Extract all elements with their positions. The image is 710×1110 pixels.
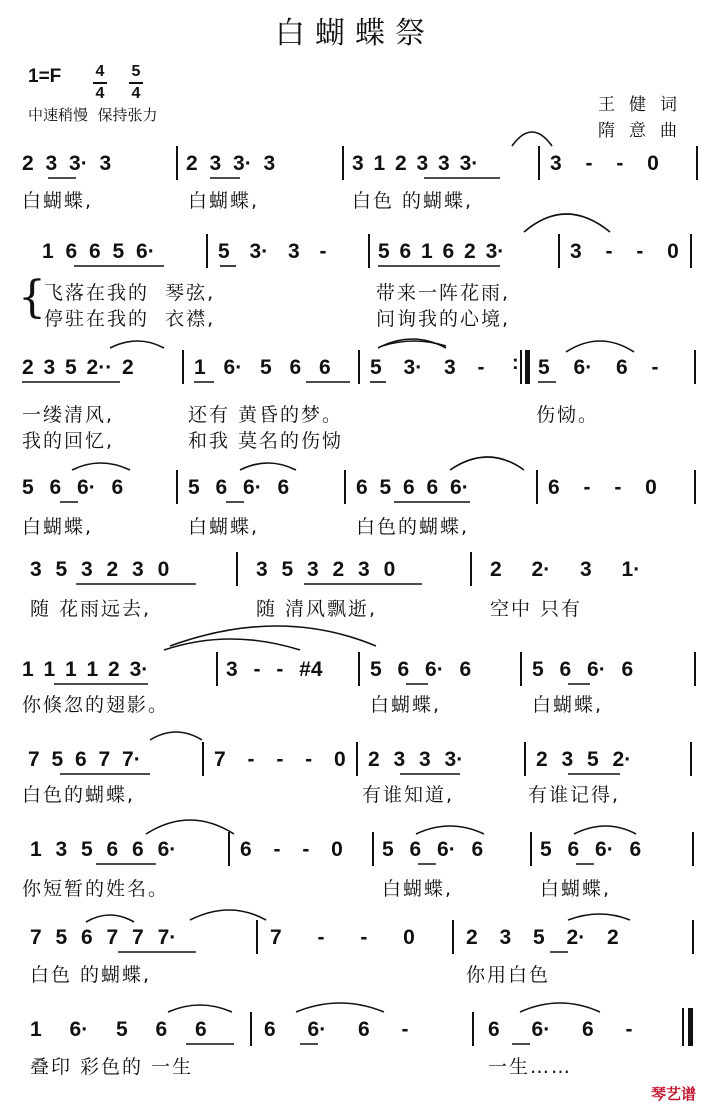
lyric-r5-b: 随 清风飘逝, — [256, 598, 378, 620]
lyric-r5-c: 空中 只有 — [490, 598, 583, 620]
lyric-r2-v1-b: 带来一阵花雨, — [376, 282, 511, 304]
notes-r8-m2: 6 - - 0 — [240, 838, 343, 861]
notes-r1-m2: 2 3 3· 3 — [186, 152, 276, 175]
notes-r10-m2: 6 6· 6 - — [264, 1018, 409, 1041]
lyric-r6-b: 白蝴蝶, — [370, 694, 442, 716]
notes-r6-m2: 3 - - #4 — [226, 658, 323, 681]
lyric-r3-v2-b: 和我 莫名的伤恸 — [188, 430, 344, 452]
time-sig-denominator: 4 — [131, 85, 141, 102]
lyric-r3-v1-a: 一缕清风, — [22, 404, 115, 426]
lyric-r3-v1-c: 伤恸。 — [536, 404, 600, 426]
slur — [520, 1003, 600, 1012]
lyric-r7-b: 有谁知道, — [362, 784, 455, 806]
slur — [150, 732, 202, 740]
notes-r2-m2: 5 3· 3 - — [218, 240, 327, 263]
lyric-r2-v2-a: 停驻在我的 衣襟, — [44, 308, 216, 330]
lyric-r5-a: 随 花雨远去, — [30, 598, 152, 620]
notes-r4-m4: 6 - - 0 — [548, 476, 657, 499]
notes-r3-m1: 2 3 5 2·· 2 — [22, 356, 134, 379]
slur — [86, 915, 134, 922]
notes-r8-m1: 1 3 5 6 6 6· — [30, 838, 177, 861]
lyric-r2-v1-a: 飞落在我的 琴弦, — [44, 282, 216, 304]
lyric-r7-a: 白色的蝴蝶, — [22, 784, 136, 806]
notes-r5-m3: 2 2· 3 1· — [490, 558, 641, 581]
time-sig-numerator: 4 — [95, 63, 105, 80]
time-sig-denominator: 4 — [95, 85, 105, 102]
watermark-logo: 琴艺谱 — [650, 1085, 696, 1103]
slur — [512, 132, 552, 146]
slur — [524, 214, 610, 232]
lyric-r3-v2-a: 我的回忆, — [22, 430, 115, 452]
notes-r5-m2: 3 5 3 2 3 0 — [256, 558, 396, 581]
notes-r7-m4: 2 3 5 2· — [536, 748, 632, 771]
slur — [568, 914, 630, 920]
notes-r3-m3: 5 3· 3 - — [370, 356, 485, 379]
notes-r2-m4: 3 - - 0 — [570, 240, 679, 263]
slur — [566, 341, 634, 352]
lyric-r7-c: 有谁记得, — [528, 784, 621, 806]
notes-r6-m1: 1 1 1 1 2 3· — [22, 658, 149, 681]
notes-r2-m1: 1 6 6 5 6· — [42, 240, 155, 263]
slur — [450, 457, 524, 470]
notes-r10-m3: 6 6· 6 - — [488, 1018, 633, 1041]
slur — [168, 1005, 232, 1012]
slur — [240, 463, 296, 470]
notes-r1-m3: 3 1 2 3 3 3· — [352, 152, 479, 175]
lyric-r8-b: 白蝴蝶, — [382, 878, 454, 900]
lyric-r6-a: 你倏忽的翅影。 — [22, 694, 170, 716]
song-title: 白蝴蝶祭 — [275, 16, 435, 51]
lyric-r4-a: 白蝴蝶, — [22, 516, 94, 538]
notes-r2-m3: 5 6 1 6 2 3· — [378, 240, 505, 263]
lyric-r9-a: 白色 的蝴蝶, — [30, 964, 152, 986]
slur — [574, 826, 636, 834]
slur — [190, 910, 266, 920]
notes-r8-m4: 5 6 6· 6 — [540, 838, 642, 861]
lyric-r4-c: 白色的蝴蝶, — [356, 516, 470, 538]
slur — [296, 1003, 384, 1012]
notes-r4-m1: 5 6 6· 6 — [22, 476, 124, 499]
lyric-r4-b: 白蝴蝶, — [188, 516, 260, 538]
tempo-marking: 中速稍慢 保持张力 — [28, 106, 158, 124]
notes-r9-m3: 2 3 5 2· 2 — [466, 926, 619, 949]
key-signature: 1=F — [28, 66, 62, 87]
composer-credit: 隋意曲 — [598, 121, 691, 141]
slur — [146, 820, 234, 834]
lyricist-credit: 王健词 — [598, 95, 691, 115]
lyric-r3-v1-b: 还有 黄昏的梦。 — [188, 404, 344, 426]
notes-r4-m2: 5 6 6· 6 — [188, 476, 290, 499]
lyric-r1-c: 白色 的蝴蝶, — [352, 190, 474, 212]
lyric-r1-b: 白蝴蝶, — [188, 190, 260, 212]
verse-brace: { — [18, 272, 46, 323]
slur — [72, 463, 130, 470]
lyric-r2-v2-b: 问询我的心境, — [376, 308, 511, 330]
notes-r1-m1: 2 3 3· 3 — [22, 152, 112, 175]
notes-r6-m4: 5 6 6· 6 — [532, 658, 634, 681]
lyric-r9-b: 你用白色 — [466, 964, 551, 986]
notes-r9-m1: 7 5 6 7 7 7· — [30, 926, 177, 949]
lyric-r8-a: 你短暂的姓名。 — [22, 878, 170, 900]
lyric-r6-c: 白蝴蝶, — [532, 694, 604, 716]
repeat-sign: : — [512, 352, 519, 374]
notes-r3-m2: 1 6· 5 6 6 — [194, 356, 331, 379]
notes-r7-m1: 7 5 6 7 7· — [28, 748, 141, 771]
notes-r6-m3: 5 6 6· 6 — [370, 658, 472, 681]
notes-r3-m4: 5 6· 6 - — [538, 356, 659, 379]
notes-r10-m1: 1 6· 5 6 6 — [30, 1018, 207, 1041]
notes-r5-m1: 3 5 3 2 3 0 — [30, 558, 170, 581]
notes-r1-m4: 3 - - 0 — [550, 152, 659, 175]
notes-r8-m3: 5 6 6· 6 — [382, 838, 484, 861]
slur — [416, 826, 484, 834]
lyric-r10-b: 一生…… — [488, 1056, 573, 1078]
lyric-r10-a: 叠印 彩色的 一生 — [30, 1056, 194, 1078]
notes-r9-m2: 7 - - 0 — [270, 926, 415, 949]
notes-r7-m2: 7 - - - 0 — [214, 748, 346, 771]
lyric-r8-c: 白蝴蝶, — [540, 878, 612, 900]
notes-r4-m3: 6 5 6 6 6· — [356, 476, 469, 499]
notes-r7-m3: 2 3 3 3· — [368, 748, 464, 771]
lyric-r1-a: 白蝴蝶, — [22, 190, 94, 212]
slur — [110, 341, 164, 348]
time-sig-numerator: 5 — [131, 63, 141, 80]
